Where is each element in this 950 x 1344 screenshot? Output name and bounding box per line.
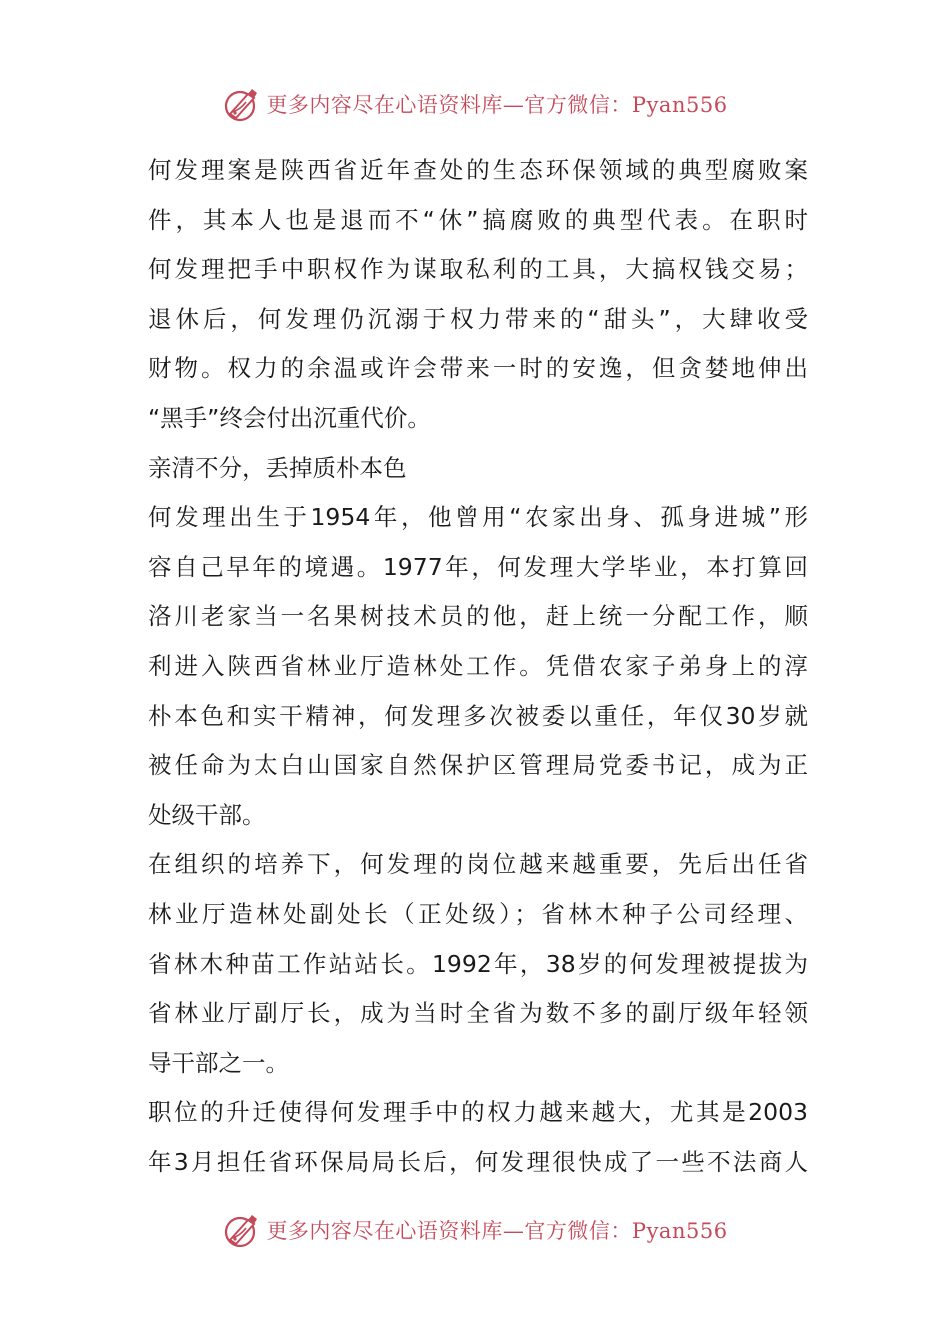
text-line: 亲清不分，丢掉质朴本色 bbox=[148, 453, 407, 482]
footer-banner-text: 更多内容尽在心语资料库—官方微信：Pyan556 bbox=[266, 1219, 728, 1243]
text-line: 省林业厅副厅长，成为当时全省为数不多的副厅级年轻领 bbox=[148, 999, 808, 1028]
header-banner bbox=[0, 82, 950, 126]
pen-nib-circle-icon bbox=[222, 1210, 262, 1250]
text-line: 财物。权力的余温或许会带来一时的安逸，但贪婪地伸出 bbox=[148, 354, 808, 383]
text-line: 件，其本人也是退而不“休”搞腐败的典型代表。在职时 bbox=[148, 205, 808, 234]
text-line: “黑手”终会付出沉重代价。 bbox=[148, 403, 431, 432]
text-line: 导干部之一。 bbox=[148, 1048, 289, 1077]
text-line: 洛川老家当一名果树技术员的他，赶上统一分配工作，顺 bbox=[148, 602, 808, 631]
text-line: 利进入陕西省林业厅造林处工作。凭借农家子弟身上的淳 bbox=[148, 651, 808, 680]
text-line: 朴本色和实干精神，何发理多次被委以重任，年仅30岁就 bbox=[148, 701, 808, 730]
text-line: 退休后，何发理仍沉溺于权力带来的“甜头”，大肆收受 bbox=[148, 304, 808, 333]
text-line: 年3月担任省环保局局长后，何发理很快成了一些不法商人 bbox=[148, 1147, 808, 1176]
document-body bbox=[148, 146, 808, 1187]
pen-nib-circle-icon bbox=[222, 84, 262, 124]
text-line: 何发理案是陕西省近年查处的生态环保领域的典型腐败案 bbox=[148, 156, 808, 184]
text-line: 容自己早年的境遇。1977年，何发理大学毕业，本打算回 bbox=[148, 552, 808, 581]
text-line: 省林木种苗工作站站长。1992年，38岁的何发理被提拔为 bbox=[148, 949, 808, 978]
text-line: 何发理把手中职权作为谋取私利的工具，大搞权钱交易； bbox=[148, 255, 808, 284]
text-line: 处级干部。 bbox=[148, 800, 266, 829]
text-line: 在组织的培养下，何发理的岗位越来越重要，先后出任省 bbox=[148, 850, 808, 879]
header-banner-text: 更多内容尽在心语资料库—官方微信：Pyan556 bbox=[266, 93, 728, 117]
text-line: 何发理出生于1954年，他曾用“农家出身、孤身进城”形 bbox=[148, 503, 808, 532]
text-line: 林业厅造林处副处长（正处级）；省林木种子公司经理、 bbox=[148, 899, 808, 928]
footer-banner bbox=[0, 1208, 950, 1252]
text-line: 职位的升迁使得何发理手中的权力越来越大，尤其是2003 bbox=[148, 1098, 808, 1127]
text-line: 被任命为太白山国家自然保护区管理局党委书记，成为正 bbox=[148, 751, 808, 780]
